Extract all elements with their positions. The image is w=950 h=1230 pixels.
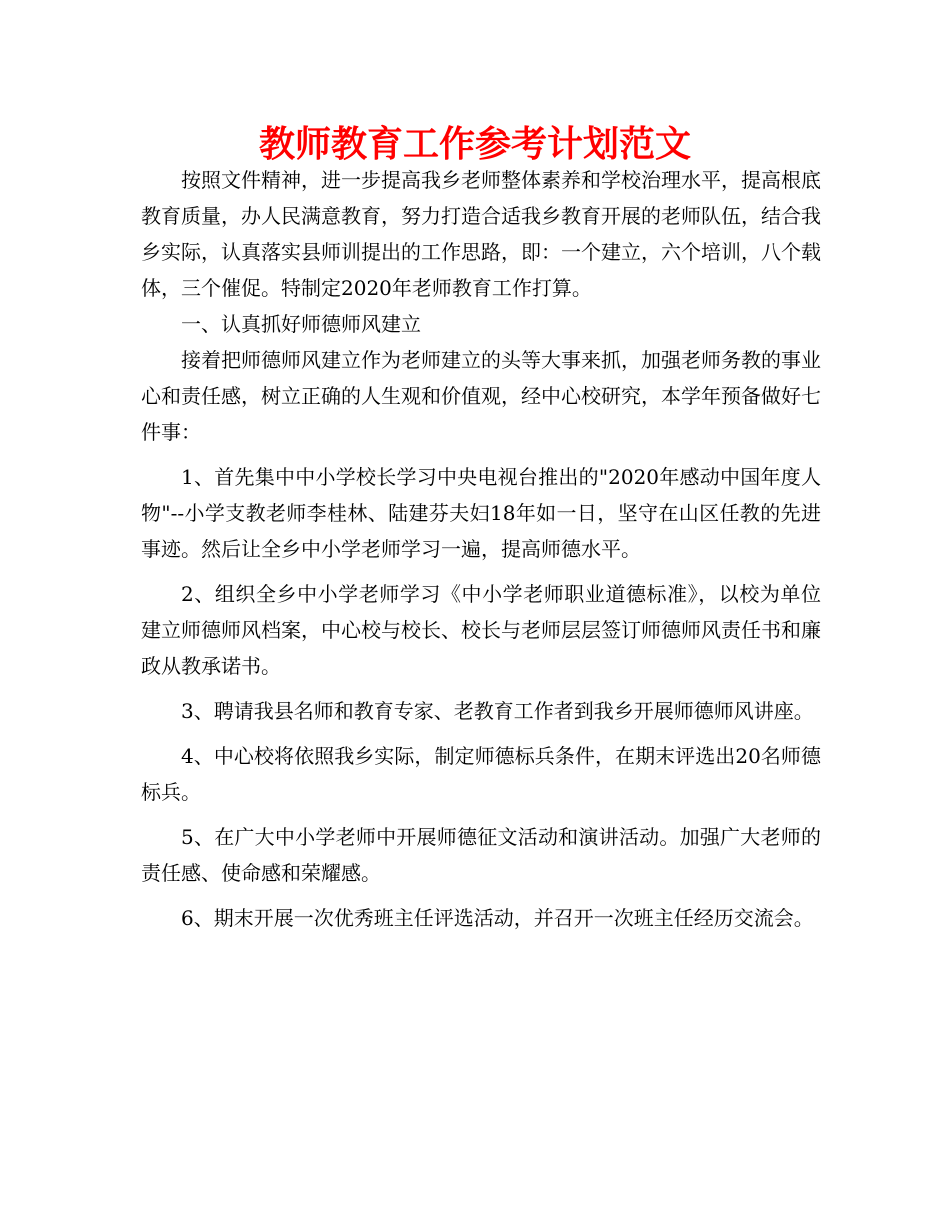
document-title: 教师教育工作参考计划范文 [258, 124, 691, 165]
list-item-6: 6、期末开展一次优秀班主任评选活动，并召开一次班主任经历交流会。 [181, 906, 814, 930]
list-item-4: 4、中心校将依照我乡实际，制定师德标兵条件，在期末评选出20名师德标兵。 [141, 744, 821, 804]
list-item-3: 3、聘请我县名师和教育专家、老教育工作者到我乡开展师德师风讲座。 [181, 699, 814, 723]
section-heading-1: 一、认真抓好师德师风建立 [181, 312, 421, 336]
document-body [141, 162, 821, 945]
list-item-1: 1、首先集中中小学校长学习中央电视台推出的"2020年感动中国年度人物"--小学支教老师李桂林、陆建芬夫妇18年如一日，坚守在山区任教的先进事迹。然后让全乡中小学老师学习一遍，提高师德水平。 [141, 465, 821, 561]
paragraph-intro: 按照文件精神，进一步提高我乡老师整体素养和学校治理水平，提高根底教育质量，办人民满意教育，努力打造合适我乡教育开展的老师队伍，结合我乡实际，认真落实县师训提出的工作思路，即：一个建立，六个培训，八个载体，三个催促。特制定2020年老师教育工作打算。 [141, 168, 821, 300]
paragraph-section-1: 接着把师德师风建立作为老师建立的头等大事来抓，加强老师务教的事业心和责任感，树立正确的人生观和价值观，经中心校研究，本学年预备做好七件事： [141, 348, 821, 444]
list-item-5: 5、在广大中小学老师中开展师德征文活动和演讲活动。加强广大老师的责任感、使命感和荣耀感。 [141, 825, 821, 885]
list-item-2: 2、组织全乡中小学老师学习《中小学老师职业道德标准》，以校为单位建立师德师风档案，中心校与校长、校长与老师层层签订师德师风责任书和廉政从教承诺书。 [141, 582, 821, 678]
